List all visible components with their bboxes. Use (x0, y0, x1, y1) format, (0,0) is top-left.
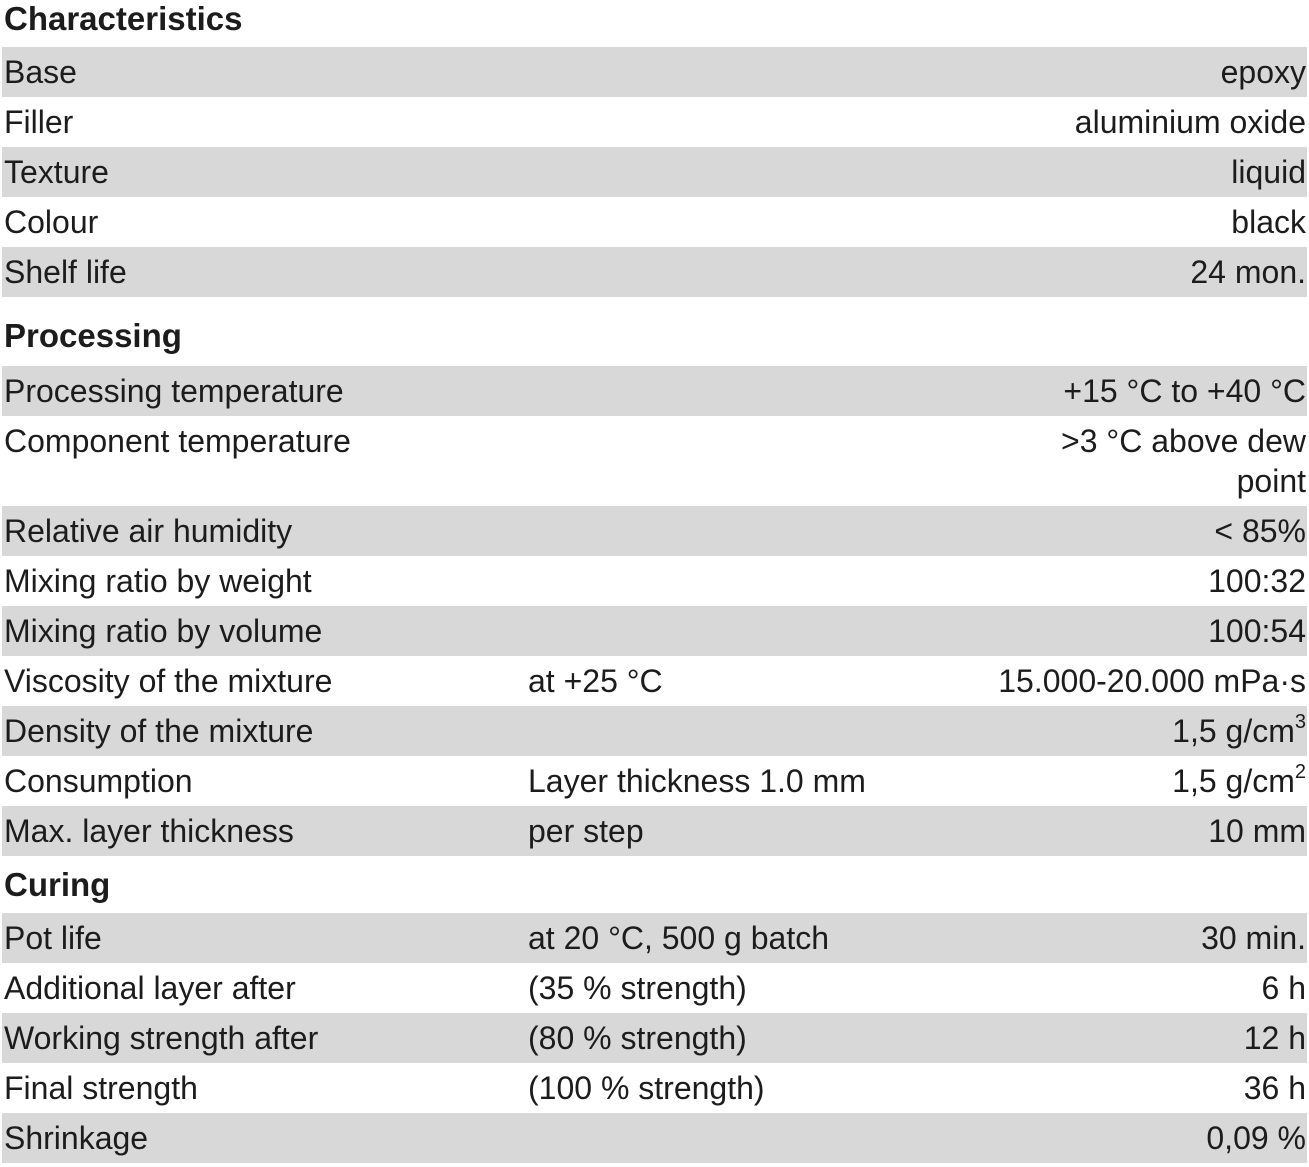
row-value: epoxy (1220, 54, 1306, 90)
row-value: aluminium oxide (1074, 104, 1306, 140)
row-value: >3 °C above dew point (1061, 423, 1306, 499)
table-row (2, 606, 1307, 656)
row-label: Viscosity of the mixture (4, 663, 333, 699)
table-row (2, 416, 1307, 506)
table-row (2, 756, 1307, 806)
value-text: 1,5 g/cm (1172, 763, 1295, 799)
row-value: 100:32 (1208, 563, 1306, 599)
table-row (2, 1013, 1307, 1063)
section-title-curing: Curing (4, 866, 111, 903)
table-row (2, 656, 1307, 706)
section-title-characteristics: Characteristics (4, 0, 243, 37)
row-value: 36 h (1243, 1070, 1306, 1106)
row-label: Filler (4, 104, 74, 140)
row-label: Consumption (4, 763, 193, 799)
table-row (2, 963, 1307, 1013)
table-row (2, 147, 1307, 197)
row-label: Processing temperature (4, 373, 344, 409)
table-row (2, 806, 1307, 856)
data-sheet (2, 0, 1307, 1163)
row-label: Shrinkage (4, 1120, 149, 1156)
row-label: Colour (4, 204, 99, 240)
row-condition: per step (528, 813, 644, 849)
row-label: Pot life (4, 920, 102, 956)
value-text: 1,5 g/cm (1172, 713, 1295, 749)
row-value (1172, 706, 1306, 756)
row-value: 100:54 (1208, 613, 1306, 649)
row-label: Relative air humidity (4, 513, 293, 549)
row-condition: at +25 °C (528, 663, 663, 699)
row-value: 30 min. (1201, 920, 1306, 956)
row-condition: (80 % strength) (528, 1020, 747, 1056)
table-row (2, 556, 1307, 606)
row-label: Working strength after (4, 1020, 319, 1056)
row-value (1172, 756, 1306, 806)
row-label: Base (4, 54, 77, 90)
row-label: Final strength (4, 1070, 198, 1106)
table-row (2, 47, 1307, 97)
row-label: Shelf life (4, 254, 127, 290)
row-value: liquid (1231, 154, 1306, 190)
row-value: 12 h (1243, 1020, 1306, 1056)
row-value: 10 mm (1208, 813, 1306, 849)
row-label: Max. layer thickness (4, 813, 294, 849)
row-condition: at 20 °C, 500 g batch (528, 920, 829, 956)
table-row (2, 1063, 1307, 1113)
table-row (2, 506, 1307, 556)
row-label: Texture (4, 154, 109, 190)
table-row (2, 913, 1307, 963)
row-value: 24 mon. (1190, 254, 1306, 290)
row-value: black (1231, 204, 1306, 240)
row-label: Mixing ratio by weight (4, 563, 312, 599)
row-label: Mixing ratio by volume (4, 613, 323, 649)
row-value: 6 h (1261, 970, 1306, 1006)
table-row (2, 366, 1307, 416)
section-title-processing: Processing (4, 317, 182, 354)
row-label: Density of the mixture (4, 713, 314, 749)
row-value: 0,09 % (1206, 1120, 1306, 1156)
table-row (2, 197, 1307, 247)
row-condition: (35 % strength) (528, 970, 747, 1006)
row-condition: Layer thickness 1.0 mm (528, 763, 866, 799)
row-condition: (100 % strength) (528, 1070, 765, 1106)
row-label: Additional layer after (4, 970, 296, 1006)
table-row (2, 97, 1307, 147)
row-value: +15 °C to +40 °C (1063, 373, 1306, 409)
row-value: 15.000-20.000 mPa·s (998, 663, 1306, 699)
table-row (2, 706, 1307, 756)
table-row (2, 247, 1307, 297)
row-value: < 85% (1214, 513, 1306, 549)
value-superscript: 2 (1294, 761, 1306, 783)
value-superscript: 3 (1294, 711, 1306, 733)
row-label: Component temperature (4, 423, 351, 459)
table-row (2, 1113, 1307, 1163)
